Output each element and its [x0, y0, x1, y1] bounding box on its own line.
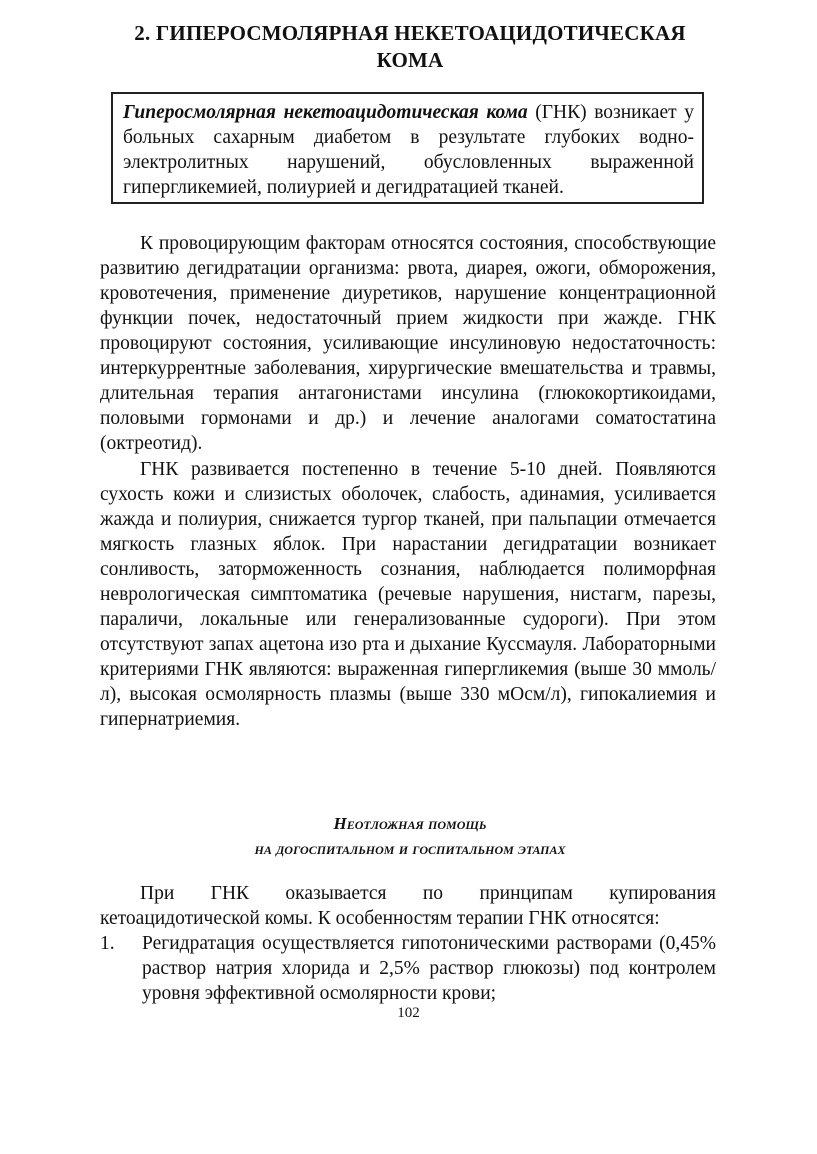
page-number: 102	[397, 1005, 420, 1021]
definition-box	[111, 92, 704, 204]
chapter-title-line-2: КОМА	[376, 48, 444, 72]
list-item-text: Регидратация осуществляется гипотоническими растворами (0,45% раствор натрия хлорида и 2,5% раствор глюкозы) под контролем уровня эффективной осмолярности крови;	[142, 933, 716, 1004]
treatment-list	[100, 931, 716, 1006]
list-item-number: 1.	[100, 933, 115, 954]
paragraph-provoking-factors: К провоцирующим факторам относятся состояния, способствующие развитию дегидратации организма: рвота, диарея, ожоги, обморожения, кровотечения, применение диуретиков, нарушение концентрационной функции почек, недостаточный прием жидкости при жажде. ГНК провоцируют состояния, усиливающие инсулиновую недостаточность: интеркуррентные заболевания, хирургические вмешательства и травмы, длительная терапия антагонистами инсулина (глюкокортикоидами, половыми гормонами и др.) и лечение аналогами соматостатина (октреотид).	[100, 233, 716, 454]
subheading-line-2: на догоспитальном и госпитальном этапах	[254, 839, 566, 858]
definition-text: (ГНК) возникает у больных сахарным диабетом в результате глубоких водно-электролитных нарушений, обусловленных выраженной гипергликемией, полиурией и дегидратацией тканей.	[123, 102, 694, 198]
paragraph-clinical-picture: ГНК развивается постепенно в течение 5-10 дней. Появляются сухость кожи и слизистых оболочек, слабость, адинамия, усиливается жажда и полиурия, снижается тургор тканей, при пальпации отмечается мягкость глазных яблок. При нарастании дегидратации возникает сонливость, заторможенность сознания, наблюдается полиморфная неврологическая симптоматика (речевые нарушения, нистагм, парезы, параличи, локальные или генерализованные судороги). При этом отсутствуют запах ацетона изо рта и дыхание Куссмауля. Лабораторными критериями ГНК являются: выраженная гипергликемия (выше 30 ммоль/л), высокая осмолярность плазмы (выше 330 мОсм/л), гипокалиемия и гипернатриемия.	[100, 459, 716, 730]
definition-term: Гиперосмолярная некетоацидотическая кома	[123, 102, 528, 123]
chapter-title	[100, 20, 720, 74]
section-subheading	[100, 811, 720, 861]
subheading-line-1: Неотложная помощь	[333, 814, 487, 833]
list-item	[100, 931, 716, 1006]
paragraph-treatment-intro: При ГНК оказывается по принципам купирования кетоацидотической комы. К особенностям терапии ГНК относятся:	[100, 883, 716, 929]
chapter-title-line-1: 2. ГИПЕРОСМОЛЯРНАЯ НЕКЕТОАЦИДОТИЧЕСКАЯ	[134, 21, 686, 45]
